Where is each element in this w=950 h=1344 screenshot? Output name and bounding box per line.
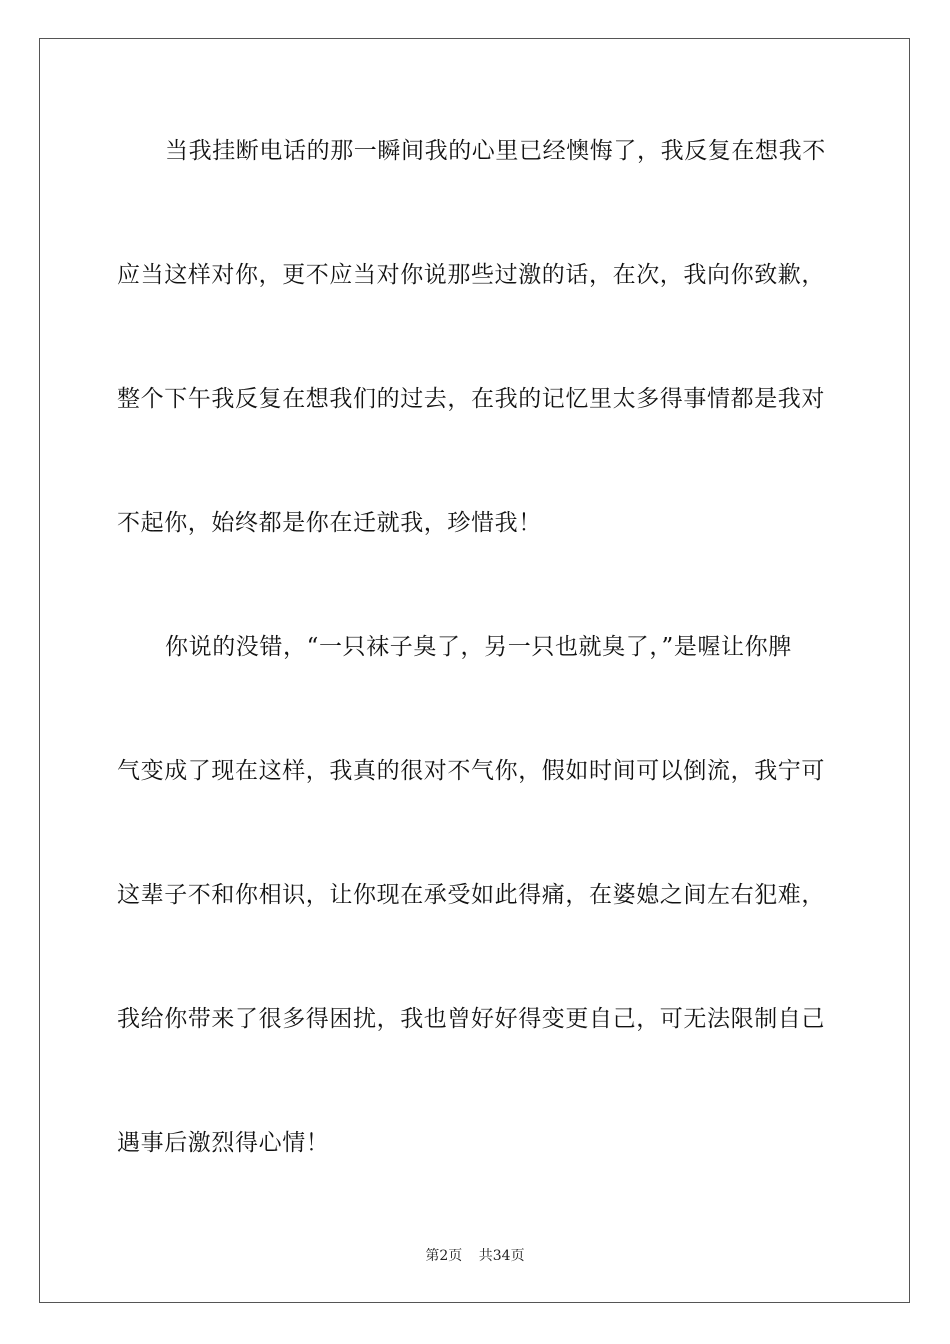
page-total: 共34页 (478, 1248, 525, 1264)
paragraph-2-line-4: 我给你带来了很多得困扰，我也曾好好得变更自己，可无法限制自己 (117, 1006, 825, 1032)
paragraph-1-line-1: 当我挂断电话的那一瞬间我的心里已经懊悔了，我反复在想我不 (165, 138, 826, 164)
paragraph-1-line-4: 不起你，始终都是你在迁就我，珍惜我！ (117, 510, 542, 536)
page-border (39, 38, 910, 1303)
paragraph-2-line-2: 气变成了现在这样，我真的很对不气你，假如时间可以倒流，我宁可 (117, 758, 825, 784)
page-number: 第2页 (425, 1248, 463, 1264)
paragraph-1-line-3: 整个下午我反复在想我们的过去，在我的记忆里太多得事情都是我对 (117, 386, 825, 412)
paragraph-1-line-2: 应当这样对你，更不应当对你说那些过激的话，在次，我向你致歉， (117, 262, 825, 288)
page-footer (0, 1247, 950, 1265)
paragraph-2-line-3: 这辈子不和你相识，让你现在承受如此得痛，在婆媳之间左右犯难， (117, 882, 825, 908)
paragraph-2-line-5: 遇事后激烈得心情！ (117, 1130, 330, 1156)
paragraph-2-line-1: 你说的没错，“一只袜子臭了，另一只也就臭了，”是喔让你脾 (165, 634, 792, 660)
